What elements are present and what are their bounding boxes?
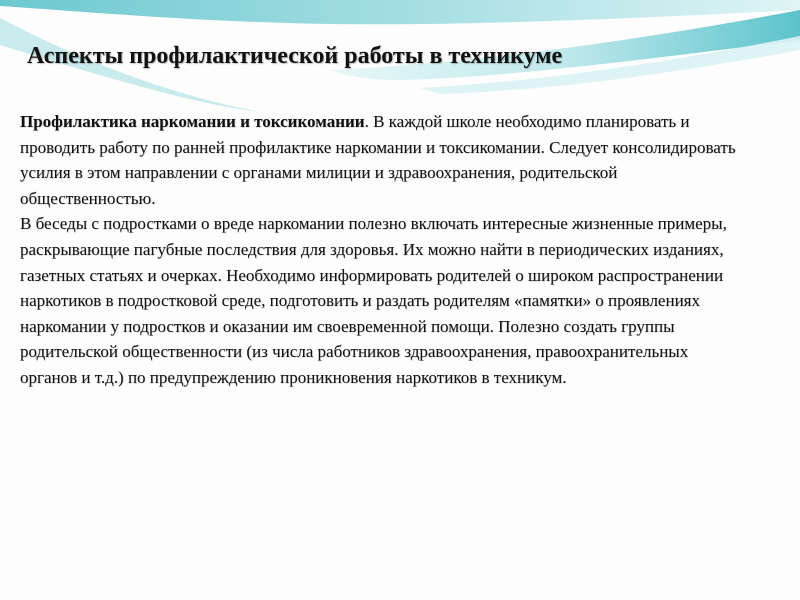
slide-title: Аспекты профилактической работы в техникуме	[27, 43, 563, 69]
paragraph-1	[20, 109, 745, 211]
body-text	[20, 109, 745, 391]
lead-rest-text: . В каждой школе необходимо планировать и проводить работу по ранней профилактике наркомании и токсикомании. Следует консолидировать усилия в этом направлении с органами милиции и здравоохранения, родительской общественностью.	[20, 112, 736, 208]
wave-band-top	[0, 0, 800, 24]
lead-bold-text: Профилактика наркомании и токсикомании	[20, 112, 365, 131]
paragraph-2: В беседы с подростками о вреде наркомании полезно включать интересные жизненные примеры, раскрывающие пагубные последствия для здоровья. Их можно найти в периодических изданиях, газетных статьях и очерках. Необходимо информировать родителей о широком распространении наркотиков в подростковой среде, подготовить и раздать родителям «памятки» о проявлениях наркомании у подростков и оказании им своевременной помощи. Полезно создать группы родительской общественности (из числа работников здравоохранения, правоохранительных органов и т.д.) по предупреждению проникновения наркотиков в техникум.	[20, 214, 727, 387]
